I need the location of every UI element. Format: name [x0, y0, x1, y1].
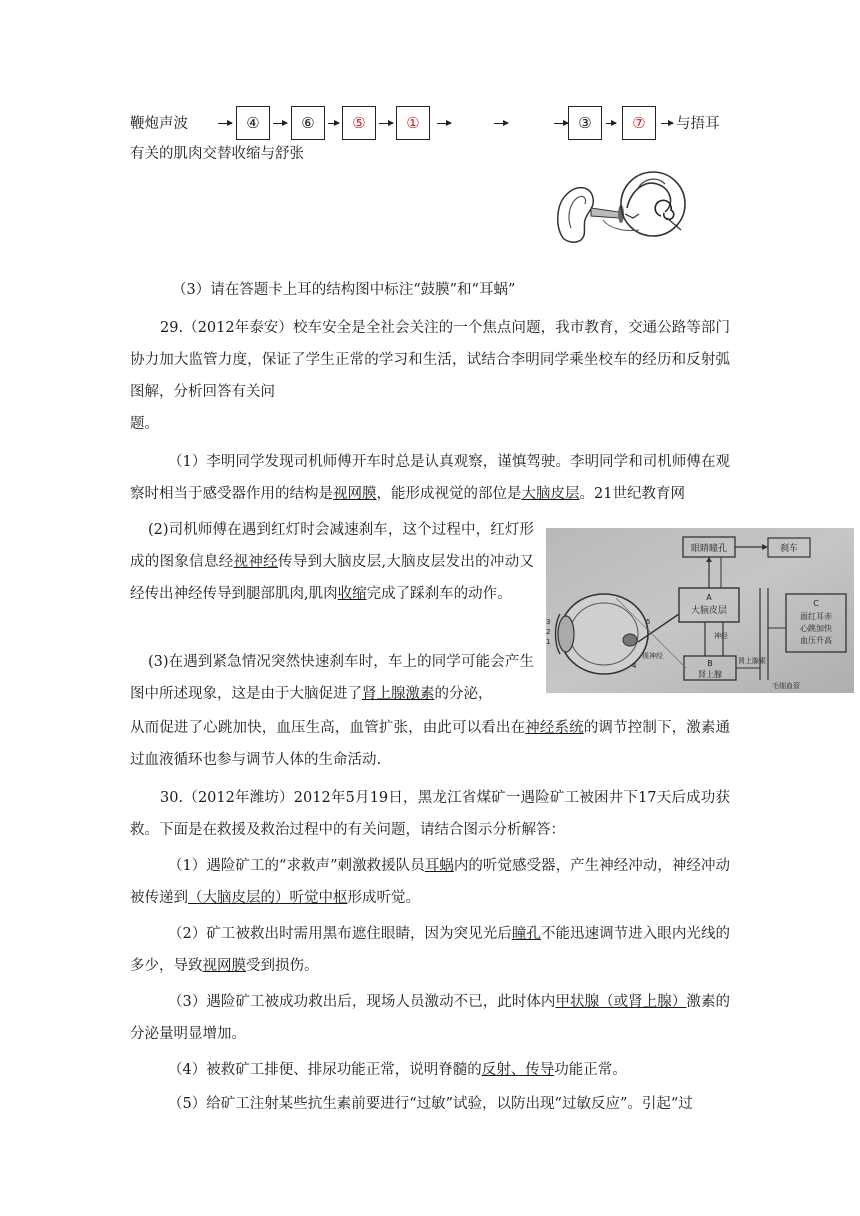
answer: （大脑皮层的）听觉中枢: [188, 890, 348, 906]
ear-structure-diagram: [553, 168, 691, 244]
svg-text:4: 4: [632, 662, 637, 670]
answer: 瞳孔: [511, 926, 541, 942]
flow-box: ⑥: [291, 106, 325, 140]
svg-text:5: 5: [646, 618, 651, 626]
answer: 甲状腺（或肾上腺）: [555, 994, 687, 1010]
q30-part1: （1）遇险矿工的“求救声”刺激救援队员耳蜗内的听觉感受器，产生神经冲动，神经冲动被传递到（大脑皮层的）听觉中枢形成听觉。: [130, 858, 730, 906]
answer: 收缩: [337, 586, 367, 602]
arrow: [606, 123, 616, 124]
flow-box: ④: [236, 106, 270, 140]
flow-end-label: 与捂耳: [676, 116, 720, 132]
svg-text:眼睛瞳孔: 眼睛瞳孔: [690, 544, 728, 554]
q30-part3: （3）遇险矿工被成功救出后，现场人员激动不已，此时体内甲状腺（或肾上腺）激素的分泌量明显增加。: [130, 994, 730, 1042]
answer: 视神经: [233, 554, 278, 570]
svg-text:毛细血管: 毛细血管: [772, 682, 800, 690]
svg-text:刹车: 刹车: [779, 544, 799, 554]
svg-text:C: C: [813, 599, 819, 608]
answer: 大脑皮层: [521, 486, 580, 502]
q30-part2: （2）矿工被救出时需用黑布遮住眼睛，因为突见光后瞳孔不能迅速调节进入眼内光线的多少，导致视网膜受到损伤。: [130, 926, 730, 974]
q29-intro: 29.（2012年泰安）校车安全是全社会关注的一个焦点问题，我市教育，交通公路等部门协力加大监管力度，保证了学生正常的学习和生活，试结合李明同学乘坐校车的经历和反射弧图解，分析回答有关问: [130, 320, 730, 400]
arrow: [437, 123, 451, 124]
arrow: [273, 123, 287, 124]
q28-part3: （3）请在答题卡上耳的结构图中标注“鼓膜”和“耳蜗”: [172, 282, 516, 298]
q29-part3: (3)在遇到紧急情况突然快速刹车时，车上的同学可能会产生图中所述现象，这是由于大脑促进了肾上腺激素的分泌，: [130, 654, 534, 702]
svg-text:1: 1: [546, 638, 551, 646]
svg-text:血压升高: 血压升高: [800, 636, 832, 645]
svg-text:肾上腺素: 肾上腺素: [738, 657, 766, 665]
q30-intro: 30.（2012年潍坊）2012年5月19日，黑龙江省煤矿一遇险矿工被困井下17天后成功获救。下面是在救援及救治过程中的有关问题，请结合图示分析解答：: [130, 790, 730, 838]
flow-start-label: 鞭炮声波: [130, 116, 188, 132]
q30-part5: （5）给矿工注射某些抗生素前要进行“过敏”试验，以防出现“过敏反应”。引起“过: [168, 1096, 693, 1112]
svg-text:3: 3: [546, 618, 551, 626]
answer: 耳蜗: [424, 858, 454, 874]
answer: 视网膜: [333, 486, 377, 502]
svg-text:神经: 神经: [714, 632, 728, 640]
answer: 视网膜: [202, 958, 246, 974]
flow-box-answer: ⑤: [342, 106, 376, 140]
arrow: [328, 123, 339, 124]
answer: 反射、传导: [481, 1062, 555, 1078]
answer: 肾上腺激素: [362, 686, 435, 702]
q30-part4: （4）被救矿工排便、排尿功能正常，说明脊髓的反射、传导功能正常。: [168, 1062, 627, 1078]
q29-part3-cont: 从而促进了心跳加快，血压生高，血管扩张，由此可以看出在神经系统的调节控制下，激素通过血液循环也参与调节人体的生命活动.: [130, 720, 731, 768]
arrow: [554, 123, 568, 124]
svg-text:心跳加快: 心跳加快: [800, 624, 832, 633]
q29-intro-end: 题。: [130, 416, 159, 432]
svg-text:大脑皮层: 大脑皮层: [690, 606, 728, 616]
svg-text:肾上腺: 肾上腺: [698, 670, 722, 679]
svg-text:面红耳赤: 面红耳赤: [800, 612, 832, 621]
svg-text:视神经: 视神经: [642, 652, 663, 660]
q29-part2: (2)司机师傅在遇到红灯时会减速刹车，这个过程中，红灯形成的图象信息经视神经传导到大脑皮层,大脑皮层发出的冲动又经传出神经传导到腿部肌肉,肌肉收缩完成了踩刹车的动作。: [130, 522, 535, 602]
arrow: [218, 123, 232, 124]
arrow: [661, 123, 673, 124]
eye-brain-reflex-diagram: [546, 528, 854, 693]
arrow: [379, 123, 393, 124]
svg-text:A: A: [706, 593, 712, 602]
arrow: [494, 123, 508, 124]
flow-box: ③: [568, 106, 602, 140]
q29-part1: （1）李明同学发现司机师傅开车时总是认真观察，谨慎驾驶。李明同学和司机师傅在观察时相当于感受器作用的结构是视网膜，能形成视觉的部位是大脑皮层。21世纪教育网: [130, 454, 730, 502]
flow-box-answer: ⑦: [622, 106, 656, 140]
flow-continuation: 有关的肌肉交替收缩与舒张: [130, 146, 304, 162]
flow-box-answer: ①: [396, 106, 430, 140]
svg-text:2: 2: [546, 628, 551, 636]
svg-text:B: B: [707, 659, 713, 668]
answer: 神经系统: [525, 720, 584, 736]
